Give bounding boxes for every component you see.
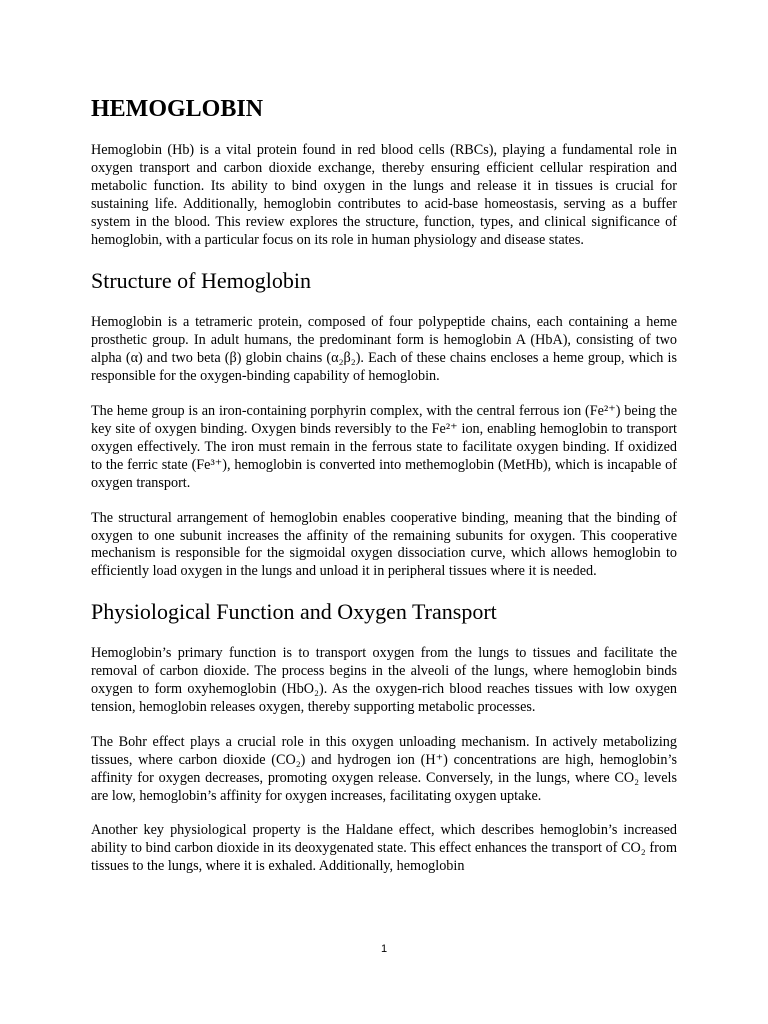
page-content [91, 93, 677, 876]
function-paragraph-1: Hemoglobin’s primary function is to transport oxygen from the lungs to tissues and facilitate the removal of carbon dioxide. The process begins in the alveoli of the lungs, where hemoglobin binds oxygen to form oxyhemoglobin (HbO₂). As the oxygen-rich blood reaches tissues with low oxygen tension, hemoglobin releases oxygen, thereby supporting metabolic processes. [91, 645, 677, 715]
intro-paragraph: Hemoglobin (Hb) is a vital protein found in red blood cells (RBCs), playing a fundamental role in oxygen transport and carbon dioxide exchange, thereby ensuring efficient cellular respiration and metabolic function. Its ability to bind oxygen in the lungs and release it in tissues is crucial for sustaining life. Additionally, hemoglobin contributes to acid-base homeostasis, serving as a buffer system in the blood. This review explores the structure, function, types, and clinical significance of hemoglobin, with a particular focus on its role in human physiology and disease states. [91, 142, 677, 248]
page-number: 1 [380, 943, 388, 955]
section-heading-structure: Structure of Hemoglobin [91, 268, 311, 294]
structure-paragraph-2: The heme group is an iron-containing porphyrin complex, with the central ferrous ion (Fe²⁺) being the key site of oxygen binding. Oxygen binds reversibly to the Fe²⁺ ion, enabling hemoglobin to transport oxygen effectively. The iron must remain in the ferrous state to facilitate oxygen binding. If oxidized to the ferric state (Fe³⁺), hemoglobin is converted into methemoglobin (MetHb), which is incapable of oxygen transport. [91, 403, 677, 491]
function-paragraph-3: Another key physiological property is the Haldane effect, which describes hemoglobin’s increased ability to bind carbon dioxide in its deoxygenated state. This effect enhances the transport of CO₂ from tissues to the lungs, where it is exhaled. Additionally, hemoglobin [91, 822, 677, 875]
function-paragraph-2: The Bohr effect plays a crucial role in this oxygen unloading mechanism. In actively metabolizing tissues, where carbon dioxide (CO₂) and hydrogen ion (H⁺) concentrations are high, hemoglobin’s affinity for oxygen decreases, promoting oxygen release. Conversely, in the lungs, where CO₂ levels are low, hemoglobin’s affinity for oxygen increases, facilitating oxygen uptake. [91, 733, 677, 804]
document-title: HEMOGLOBIN [91, 96, 264, 122]
structure-paragraph-3: The structural arrangement of hemoglobin enables cooperative binding, meaning that the binding of oxygen to one subunit increases the affinity of the remaining subunits for oxygen. This cooperative mechanism is responsible for the sigmoidal oxygen dissociation curve, which allows hemoglobin to efficiently load oxygen in the lungs and unload it in peripheral tissues where it is needed. [91, 509, 677, 580]
structure-paragraph-1: Hemoglobin is a tetrameric protein, composed of four polypeptide chains, each containing a heme prosthetic group. In adult humans, the predominant form is hemoglobin A (HbA), consisting of two alpha (α) and two beta (β) globin chains (α₂β₂). Each of these chains encloses a heme group, which is responsible for the oxygen-binding capability of hemoglobin. [91, 314, 677, 385]
section-heading-function: Physiological Function and Oxygen Transport [91, 599, 497, 625]
